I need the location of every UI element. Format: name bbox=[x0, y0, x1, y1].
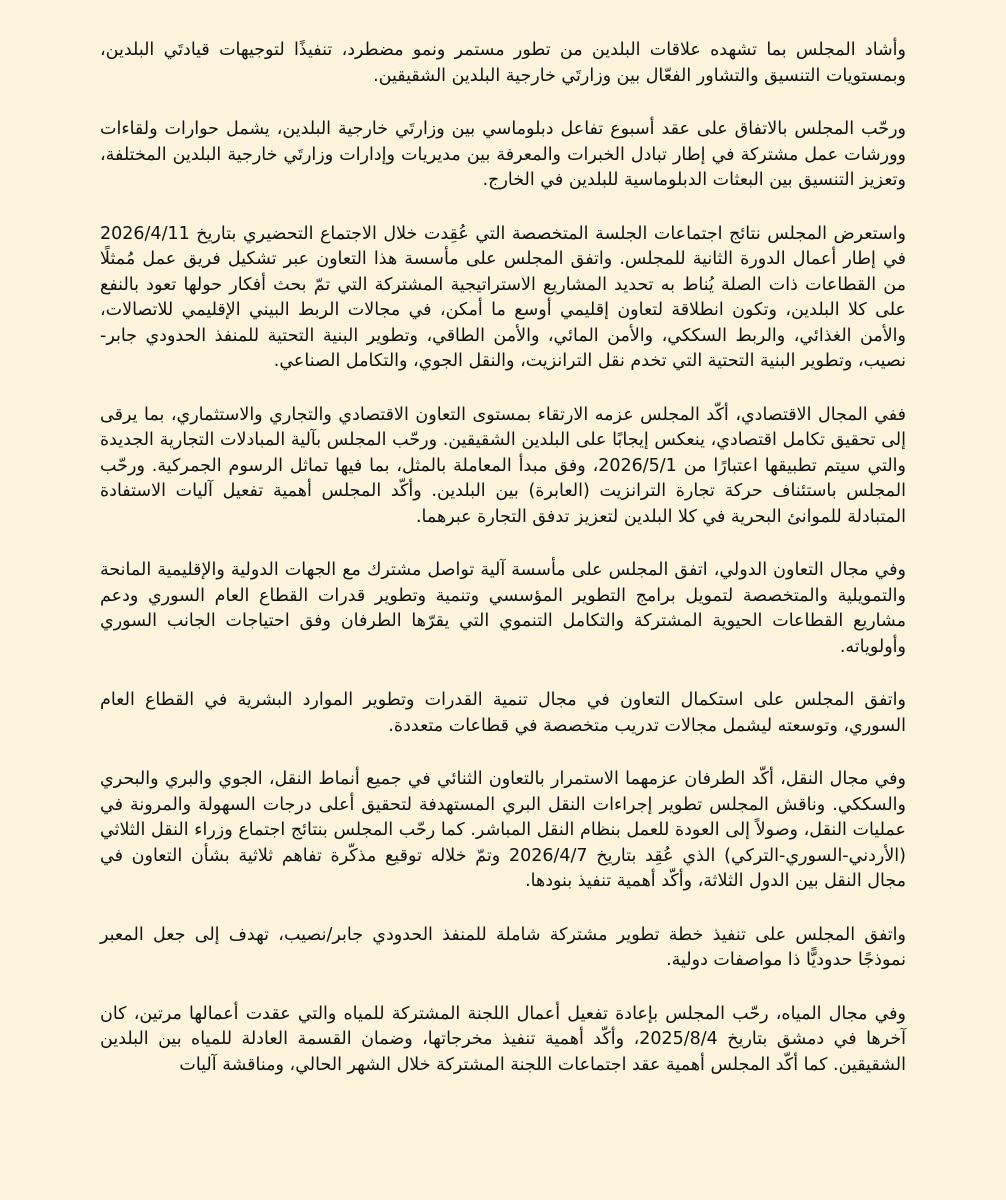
paragraph-specialized-session: واستعرض المجلس نتائج اجتماعات الجلسة المتخصصة التي عُقِدت خلال الاجتماع التحضيري بتاريخ 2026/4/11 في إطار أعمال الدورة الثانية للمجلس. واتفق المجلس على مأسسة هذا التعاون عبر تشكيل فريق عمل مُمثلًا من القطاعات ذات الصلة يُناط به تحديد المشاريع الاستراتيجية المشتركة التي تمّ بحث أفكار حولها تعود بالنفع على كلا البلدين، وتكون انطلاقة لتعاون إقليمي أوسع ما أمكن، في مجالات الربط البيني الإقليمي للاتصالات، والأمن الغذائي، والربط السككي، والأمن المائي، والأمن الطاقي، وتطوير البنية التحتية للمنفذ الحدودي جابر-نصيب، وتطوير البنية التحتية التي تخدم نقل الترانزيت، والنقل الجوي، والتكامل الصناعي. bbox=[100, 223, 906, 371]
paragraph-water: وفي مجال المياه، رحّب المجلس بإعادة تفعيل أعمال اللجنة المشتركة للمياه والتي عقدت أعمالها مرتين، كان آخرها في دمشق بتاريخ 2025/8/4، وأكّد أهمية تنفيذ مخرجاتها، وضمان القسمة العادلة للمياه بين البلدين الشقيقين. كما أكّد المجلس أهمية عقد اجتماعات اللجنة المشتركة خلال الشهر الحالي، ومناقشة آليات bbox=[100, 1003, 906, 1075]
paragraph-relations: وأشاد المجلس بما تشهده علاقات البلدين من تطور مستمر ونمو مضطرد، تنفيذًا لتوجيهات قيادتَي البلدين، وبمستويات التنسيق والتشاور الفعّال بين وزارتَي خارجية البلدين الشقيقين. bbox=[100, 40, 906, 86]
paragraph-transport: وفي مجال النقل، أكّد الطرفان عزمهما الاستمرار بالتعاون الثنائي في جميع أنماط النقل، الجوي والبري والبحري والسككي. وناقش المجلس تطوير إجراءات النقل البري المستهدفة لتحقيق أعلى درجات السهولة والمرونة في عمليات النقل، وصولاً إلى العودة للعمل بنظام النقل المباشر. كما رحّب المجلس بنتائج اجتماع وزراء النقل الثلاثي (الأردني-السوري-التركي) الذي عُقِد بتاريخ 2026/4/7 وتمّ خلاله توقيع مذكّرة تفاهم ثلاثية بشأن التعاون في مجال النقل بين الدول الثلاثة، وأكّد أهمية تنفيذ بنودها. bbox=[100, 769, 906, 891]
paragraph-capacity-building: واتفق المجلس على استكمال التعاون في مجال تنمية القدرات وتطوير الموارد البشرية في القطاع العام السوري، وتوسعته ليشمل مجالات تدريب متخصصة في قطاعات متعددة. bbox=[100, 690, 906, 736]
paragraph-diplomatic-week: ورحّب المجلس بالاتفاق على عقد أسبوع تفاعل دبلوماسي بين وزارتَي خارجية البلدين، يشمل حوارات ولقاءات وورشات عمل مشتركة في إطار تبادل الخبرات والمعرفة بين مديريات وإدارات وزارتَي خارجية البلدين المختلفة، وتعزيز التنسيق بين البعثات الدبلوماسية للبلدين في الخارج. bbox=[100, 119, 906, 190]
paragraph-economic: ففي المجال الاقتصادي، أكّد المجلس عزمه الارتقاء بمستوى التعاون الاقتصادي والتجاري والاستثماري، بما يرقى إلى تحقيق تكامل اقتصادي، ينعكس إيجابًا على البلدين الشقيقين. ورحّب المجلس بآلية المبادلات التجارية الجديدة والتي سيتم تطبيقها اعتبارًا من 2026/5/1، وفق مبدأ المعاملة بالمثل، بما فيها تماثل الرسوم الجمركية. ورحّب المجلس باستئناف حركة تجارة الترانزيت (العابرة) بين البلدين. وأكّد المجلس أهمية تفعيل آليات الاستفادة المتبادلة للموانئ البحرية في كلا البلدين لتعزيز تدفق التجارة عبرهما. bbox=[100, 404, 906, 527]
paragraph-border-crossing: واتفق المجلس على تنفيذ خطة تطوير مشتركة شاملة للمنفذ الحدودي جابر/نصيب، تهدف إلى جعل المعبر نموذجًا حدوديًّا ذا مواصفات دولية. bbox=[100, 924, 906, 970]
paragraph-international-cooperation: وفي مجال التعاون الدولي، اتفق المجلس على مأسسة آلية تواصل مشترك مع الجهات الدولية والإقليمية المانحة والتمويلية والمتخصصة لتمويل برامج التطوير المؤسسي وتنمية وتطوير قدرات القطاع العام السوري ودعم مشاريع القطاعات الحيوية المشتركة والتكامل التنموي التي يقرّها الطرفان وفق احتياجات الجانب السوري وأولوياته. bbox=[100, 560, 906, 657]
